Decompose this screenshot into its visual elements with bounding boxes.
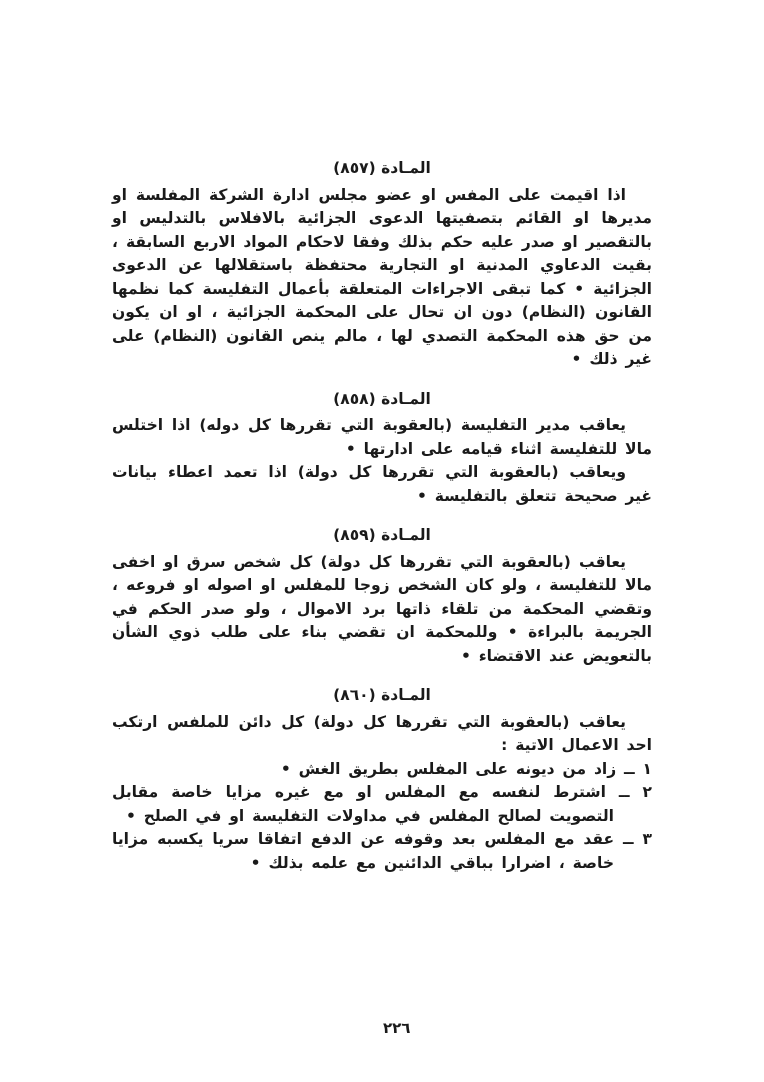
article-paragraph: اذا اقيمت على المفس او عضو مجلس ادارة الشركة المفلسة او مديرها او القائم بتصفيتها الدعوى الجزائية بالافلاس بالتدليس او بالتقصير او صدر عليه حكم بذلك وفقا لاحكام المواد الاربع السابقة ، بقيت الدعاوي المدنية او التجارية محتفظة باستقلالها عن الدعوى الجزائية • كما تبقى الاجراءات المتعلقة بأعمال التفليسة كما نظمها القانون (النظام) دون ان تحال على المحكمة الجزائية ، او ان يكون من حق هذه المحكمة التصدي لها ، مالم ينص القانون (النظام) على غير ذلك •: [112, 185, 652, 368]
articles: [112, 157, 652, 891]
page-number: ٢٢٦: [383, 1019, 411, 1037]
article-section: [112, 684, 652, 875]
article-paragraph: يعاقب مدير التفليسة (بالعقوبة التي تقررها كل دوله) اذا اختلس مالا للتفليسة اثناء قيامه على ادارتها •: [112, 416, 652, 458]
article-section: [112, 388, 652, 509]
article-paragraph: ويعاقب (بالعقوبة التي تقررها كل دولة) اذا تعمد اعطاء بيانات غير صحيحة تتعلق بالتفليسة •: [112, 463, 652, 505]
article-list-item: ٣ ــ عقد مع المفلس بعد وقوفه عن الدفع اتفاقا سريا يكسبه مزايا خاصة ، اضرارا بباقي الدائنين مع علمه بذلك •: [112, 830, 652, 872]
article-paragraph: يعاقب (بالعقوبة التي تقررها كل دولة) كل شخص سرق او اخفى مالا للتفليسة ، ولو كان الشخص زوجا للمفلس او اصوله او فروعه ، وتقضي المحكمة من تلقاء ذاتها برد الاموال ، ولو صدر الحكم في الجريمة بالبراءة • وللمحكمة ان تقضي بناء على طلب ذوي الشأن بالتعويض عند الاقتضاء •: [112, 552, 652, 665]
article-title: المـادة (٨٥٨): [333, 389, 431, 408]
article-title: المـادة (٨٦٠): [333, 686, 431, 704]
article-title: المـادة (٨٥٩): [333, 526, 431, 544]
article-list-item: ٢ ــ اشترط لنفسه مع المفلس او مع غيره مزايا خاصة مقابل التصويت لصالح المفلس في مداولات التفليسة او في الصلح •: [112, 783, 652, 825]
article-paragraph: يعاقب (بالعقوبة التي تقررها كل دولة) كل دائن للملفس ارتكب احد الاعمال الاتية :: [112, 712, 652, 754]
article-list-item: ١ ــ زاد من ديونه على المفلس بطريق الغش •: [280, 759, 652, 778]
article-body: [112, 414, 652, 508]
article-body: [112, 184, 652, 372]
article-section: [112, 157, 652, 372]
article-body: [112, 551, 652, 669]
article-section: [112, 524, 652, 668]
article-body: [112, 711, 652, 876]
article-title: المـادة (٨٥٧): [333, 159, 431, 177]
